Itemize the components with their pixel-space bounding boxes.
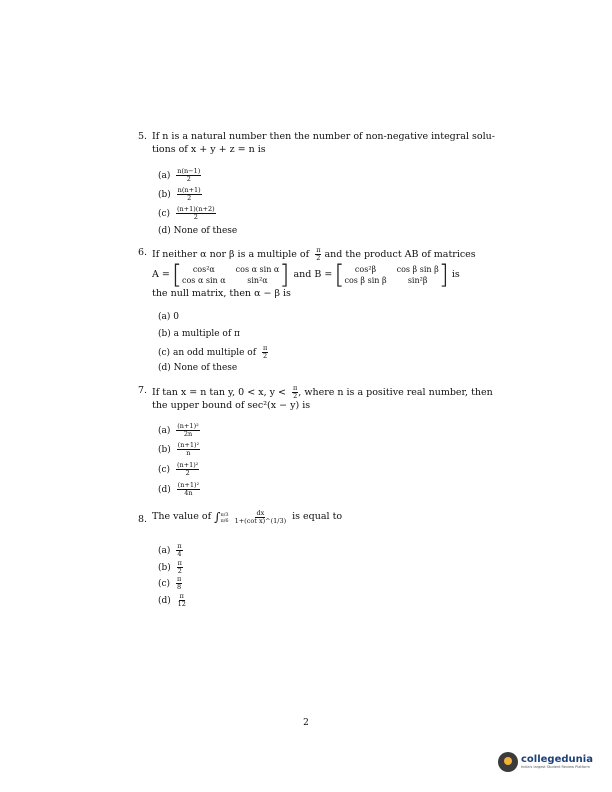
option-b xyxy=(158,442,200,457)
option-label: (c) xyxy=(158,348,171,358)
option-text: None of these xyxy=(173,363,238,373)
fraction xyxy=(262,345,268,360)
matrix-line xyxy=(152,262,518,288)
numerator: (n+1)² xyxy=(177,422,199,430)
option-label: (b) xyxy=(158,563,171,573)
option-text: an odd multiple of xyxy=(172,348,257,358)
option-label: (d) xyxy=(158,363,171,373)
option-d xyxy=(158,363,237,374)
option-text: a multiple of π xyxy=(173,329,240,339)
numerator: π xyxy=(177,542,182,550)
stem-line: the upper bound of sec²(x − y) is xyxy=(152,400,311,411)
denominator: 2 xyxy=(186,175,191,183)
option-b xyxy=(158,329,240,340)
logo-mascot-icon xyxy=(498,752,518,772)
denominator: 12 xyxy=(177,600,186,608)
fraction xyxy=(176,462,199,477)
question-7 xyxy=(138,385,518,413)
numerator: (n+1)² xyxy=(177,481,200,489)
question-number: 6. xyxy=(138,247,148,258)
denominator: 1+(cot x)^(1/3) xyxy=(234,517,287,525)
option-a xyxy=(158,312,179,323)
numerator: π xyxy=(176,575,182,583)
left-bracket: [ xyxy=(334,260,345,290)
option-label: (a) xyxy=(158,171,171,181)
option-d xyxy=(158,226,237,237)
option-label: (c) xyxy=(158,465,171,475)
option-label: (b) xyxy=(158,445,171,455)
option-a xyxy=(158,543,183,558)
page-number: 2 xyxy=(303,718,309,728)
question-number: 5. xyxy=(138,131,148,142)
question-6 xyxy=(138,247,518,301)
question-5 xyxy=(138,131,518,156)
denominator: 2 xyxy=(293,392,298,400)
numerator: (n+1)² xyxy=(177,441,200,449)
denominator: 2n xyxy=(183,430,193,438)
option-b xyxy=(158,560,183,575)
denominator: 2 xyxy=(193,213,198,221)
right-bracket: ] xyxy=(438,260,449,290)
fraction xyxy=(176,576,182,591)
denominator: n xyxy=(186,449,191,457)
denominator: 2 xyxy=(187,194,192,202)
fraction xyxy=(177,593,187,608)
fraction xyxy=(176,423,199,438)
stem-text: If neither α nor β is a multiple of xyxy=(152,249,310,260)
option-label: (b) xyxy=(158,329,171,339)
integral-limits xyxy=(220,512,228,524)
question-number: 8. xyxy=(138,514,148,525)
denominator: 2 xyxy=(185,469,190,477)
option-d xyxy=(158,593,187,608)
option-label: (a) xyxy=(158,546,171,556)
fraction xyxy=(176,168,201,183)
option-text: None of these xyxy=(173,226,238,236)
stem-text: , where n is a positive real number, then xyxy=(298,387,493,398)
question-stem xyxy=(152,385,518,413)
fraction xyxy=(315,247,321,262)
option-c xyxy=(158,462,199,477)
fraction xyxy=(177,442,200,457)
option-label: (d) xyxy=(158,596,171,606)
numerator: (n+1)² xyxy=(176,461,199,469)
integrand-fraction xyxy=(234,510,288,525)
matrix-cell: cos β sin β xyxy=(344,275,387,285)
fraction xyxy=(176,206,216,221)
upper-limit: π/3 xyxy=(220,511,229,518)
numerator: π xyxy=(179,592,184,600)
matrix-a-label: A = xyxy=(152,268,170,280)
matrix-cell: cos²α xyxy=(192,264,215,274)
question-8 xyxy=(138,510,518,525)
denominator: 8 xyxy=(177,583,182,591)
option-a xyxy=(158,168,201,183)
matrix-cell: cos α sin α xyxy=(182,275,226,285)
logo-tagline: India's largest Student Review Platform xyxy=(521,765,590,769)
option-c xyxy=(158,576,182,591)
stem-line xyxy=(152,385,518,400)
matrix-cell: cos α sin α xyxy=(235,264,280,274)
denominator: 4 xyxy=(177,550,182,558)
option-a xyxy=(158,423,200,438)
question-stem xyxy=(152,131,518,156)
collegedunia-logo xyxy=(498,752,593,772)
fraction xyxy=(177,482,200,497)
fraction xyxy=(177,187,202,202)
denominator: 2 xyxy=(316,254,321,262)
question-number: 7. xyxy=(138,385,148,396)
denominator: 2 xyxy=(263,352,268,360)
left-bracket: [ xyxy=(171,260,182,290)
numerator: π xyxy=(293,384,298,392)
right-bracket: ] xyxy=(279,260,290,290)
option-label: (d) xyxy=(158,226,171,236)
option-c xyxy=(158,345,268,360)
stem-text: is xyxy=(451,268,460,280)
stem-text: The value of xyxy=(152,511,212,523)
fraction xyxy=(177,560,183,575)
lower-limit: π/6 xyxy=(220,517,229,524)
logo-text xyxy=(521,754,593,770)
stem-text: and the product AB of matrices xyxy=(324,249,476,260)
numerator: π xyxy=(316,246,321,254)
fraction xyxy=(176,543,182,558)
matrix-cell: sin²β xyxy=(407,275,428,285)
numerator: n(n+1) xyxy=(177,186,201,194)
stem-text: is equal to xyxy=(292,511,343,523)
stem-text: If tan x = n tan y, 0 < x, y < xyxy=(152,387,286,398)
option-label: (d) xyxy=(158,485,171,495)
numerator: n(n−1) xyxy=(177,167,201,175)
matrix-b-label: and B = xyxy=(293,268,333,280)
denominator: 4n xyxy=(184,489,193,497)
denominator: 2 xyxy=(177,567,182,575)
option-b xyxy=(158,187,202,202)
matrix-a xyxy=(172,262,290,288)
option-label: (a) xyxy=(158,426,171,436)
matrix-cell: cos²β xyxy=(354,264,377,274)
matrix-cell: sin²α xyxy=(247,275,268,285)
stem-line: If n is a natural number then the number of non-negative integral solu- xyxy=(152,131,495,142)
numerator: π xyxy=(262,344,268,352)
option-label: (b) xyxy=(158,190,171,200)
stem-line: tions of x + y + z = n is xyxy=(152,143,266,155)
numerator: (n+1)(n+2) xyxy=(176,205,215,213)
matrix-cell: cos β sin β xyxy=(396,264,439,274)
option-label: (a) xyxy=(158,312,171,322)
option-text: 0 xyxy=(173,312,179,322)
option-d xyxy=(158,482,200,497)
numerator: dx xyxy=(256,509,265,517)
option-c xyxy=(158,206,216,221)
stem-line: the null matrix, then α − β is xyxy=(152,288,291,299)
matrix-b xyxy=(334,262,449,288)
logo-name: collegedunia xyxy=(521,754,593,765)
option-label: (c) xyxy=(158,579,171,589)
question-stem xyxy=(152,510,518,525)
question-stem xyxy=(152,247,518,301)
numerator: π xyxy=(177,559,182,567)
option-label: (c) xyxy=(158,209,171,219)
integral-sign: ∫ xyxy=(214,510,221,525)
